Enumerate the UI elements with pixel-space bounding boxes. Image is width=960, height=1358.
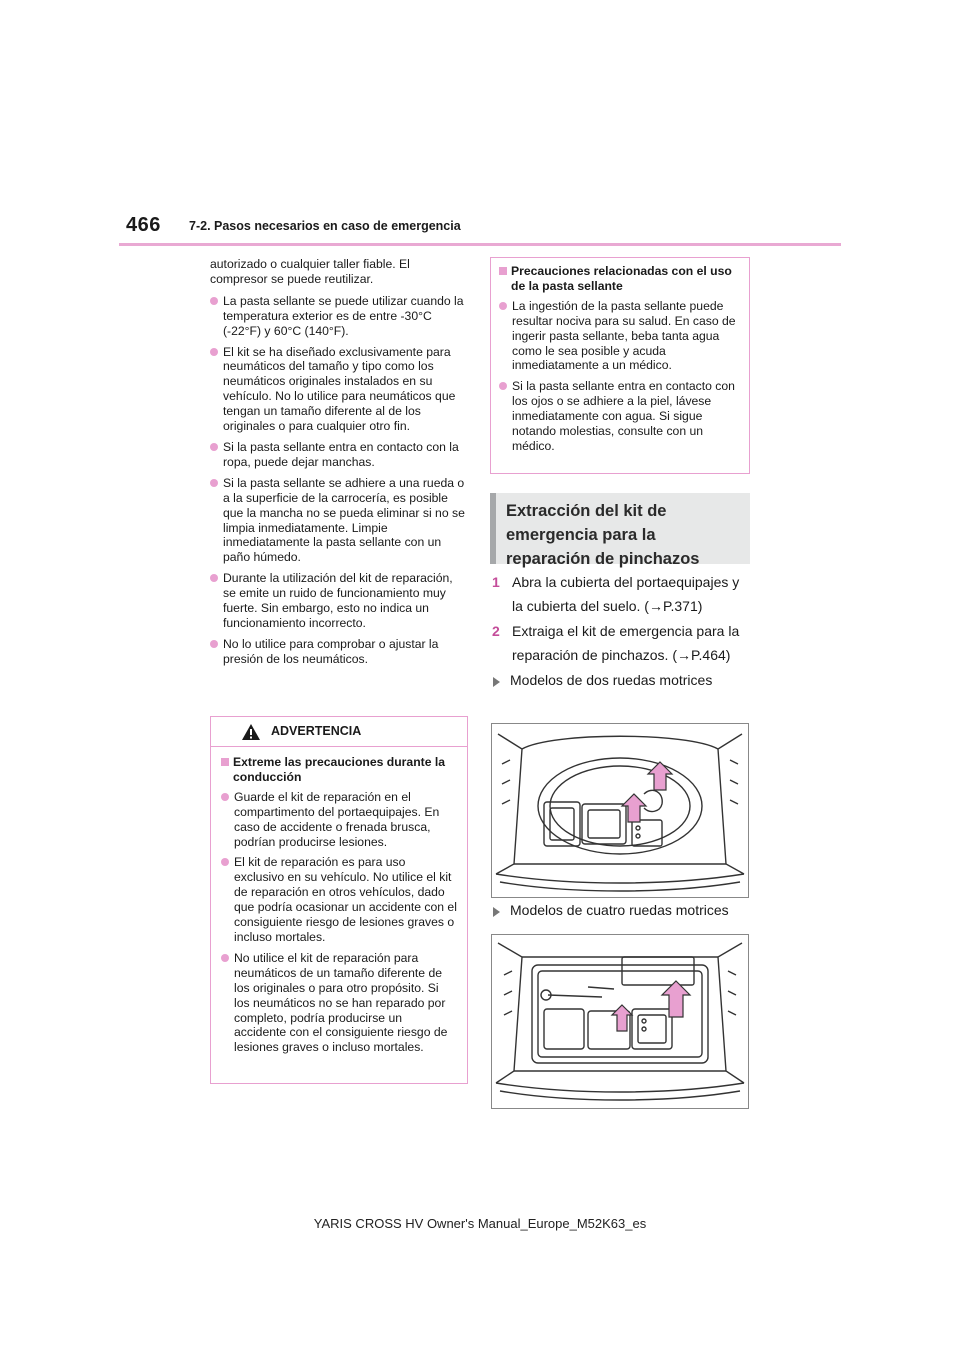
trunk-4wd-illustration-icon bbox=[492, 935, 748, 1108]
list-item: El kit de reparación es para uso exclusivo en su vehículo. No utilice el kit de reparación en otros vehículos, dado que podría ocasionar un accidente con el consiguiente riesgo de lesiones graves o incluso mortales. bbox=[221, 855, 457, 944]
warning-box bbox=[210, 716, 468, 1084]
model-label-4wd-row bbox=[490, 899, 752, 929]
list-item: Si la pasta sellante entra en contacto con la ropa, puede dejar manchas. bbox=[210, 440, 468, 470]
list-item: Guarde el kit de reparación en el compartimento del portaequipajes. En caso de accidente o frenada brusca, podrían producirse lesiones. bbox=[221, 790, 457, 850]
figure-4wd-trunk bbox=[491, 934, 749, 1109]
list-item: Si la pasta sellante se adhiere a una rueda o a la superficie de la carrocería, es posible que la mancha no se pueda eliminar si no se limpia inmediatamente. Limpie inmediatamente la pasta sellante con un paño húmedo. bbox=[210, 476, 468, 565]
list-item: Si la pasta sellante entra en contacto con los ojos o se adhiere a la piel, lávese inmediatamente con agua. Si sigue notando molestias, consulte con un médico. bbox=[499, 379, 741, 454]
list-item: No utilice el kit de reparación para neumáticos de un tamaño diferente de los originales o para otro propósito. Si los neumáticos no se han reparado por completo, podría producirse un accidente con el consiguiente riesgo de lesiones graves o incluso mortales. bbox=[221, 951, 457, 1055]
list-item: El kit se ha diseñado exclusivamente para neumáticos del tamaño y tipo como los neumáticos originales instalados en su vehículo. No lo utilice para neumáticos que tengan un tamaño diferente al de los originales o para cualquier otro fin. bbox=[210, 345, 468, 434]
warning-title: ADVERTENCIA bbox=[271, 724, 362, 738]
step-number: 1 bbox=[492, 574, 500, 590]
square-bullet-icon bbox=[499, 267, 507, 275]
bullet-icon bbox=[210, 479, 218, 487]
list-item: La ingestión de la pasta sellante puede resultar nociva para su salud. En caso de ingerir pasta sellante, beba tanta agua como le sea posible y acuda inmediatamente a un médico. bbox=[499, 299, 741, 374]
square-bullet-icon bbox=[221, 758, 229, 766]
left-column bbox=[210, 257, 468, 673]
step-item: 2 Extraiga el kit de emergencia para la reparación de pinchazos. (→P.464) bbox=[490, 620, 752, 667]
triangle-marker-icon bbox=[493, 677, 500, 687]
bullet-icon bbox=[210, 640, 218, 648]
bullet-icon bbox=[210, 348, 218, 356]
warning-body bbox=[211, 747, 467, 1055]
bullet-icon bbox=[499, 302, 507, 310]
warning-triangle-icon bbox=[241, 723, 261, 741]
precautions-box bbox=[490, 257, 750, 474]
triangle-marker-icon bbox=[493, 907, 500, 917]
trunk-2wd-illustration-icon bbox=[492, 724, 748, 897]
bullet-icon bbox=[210, 574, 218, 582]
bullet-icon bbox=[210, 297, 218, 305]
bullet-icon bbox=[499, 382, 507, 390]
list-item: No lo utilice para comprobar o ajustar la presión de los neumáticos. bbox=[210, 637, 468, 667]
bullet-icon bbox=[210, 443, 218, 451]
precautions-heading: Precauciones relacionadas con el uso de la pasta sellante bbox=[499, 264, 741, 294]
bullet-icon bbox=[221, 858, 229, 866]
steps-list bbox=[490, 571, 752, 699]
model-label-2wd: Modelos de dos ruedas motrices bbox=[490, 669, 752, 693]
warning-header bbox=[211, 717, 467, 747]
bullet-icon bbox=[221, 954, 229, 962]
footer-text: YARIS CROSS HV Owner's Manual_Europe_M52K63_es bbox=[313, 1216, 647, 1231]
step-number: 2 bbox=[492, 623, 500, 639]
model-label-4wd: Modelos de cuatro ruedas motrices bbox=[490, 899, 752, 923]
section-title: 7-2. Pasos necesarios en caso de emergencia bbox=[189, 219, 461, 233]
bullet-icon bbox=[221, 793, 229, 801]
step-item: 1 Abra la cubierta del portaequipajes y la cubierta del suelo. (→P.371) bbox=[490, 571, 752, 618]
header-rule bbox=[119, 243, 841, 246]
page-number: 466 bbox=[126, 214, 161, 236]
figure-2wd-trunk bbox=[491, 723, 749, 898]
warning-heading: Extreme las precauciones durante la conducción bbox=[221, 755, 457, 785]
intro-text: autorizado o cualquier taller fiable. El compresor se puede reutilizar. bbox=[210, 257, 410, 286]
list-item: La pasta sellante se puede utilizar cuando la temperatura exterior es de entre -30°C (-22°F) y 60°C (140°F). bbox=[210, 294, 468, 339]
extraction-heading: Extracción del kit de emergencia para la reparación de pinchazos bbox=[490, 493, 750, 564]
list-item: Durante la utilización del kit de reparación, se emite un ruido de funcionamiento muy fuerte. Sin embargo, esto no indica un funcionamiento incorrecto. bbox=[210, 571, 468, 631]
